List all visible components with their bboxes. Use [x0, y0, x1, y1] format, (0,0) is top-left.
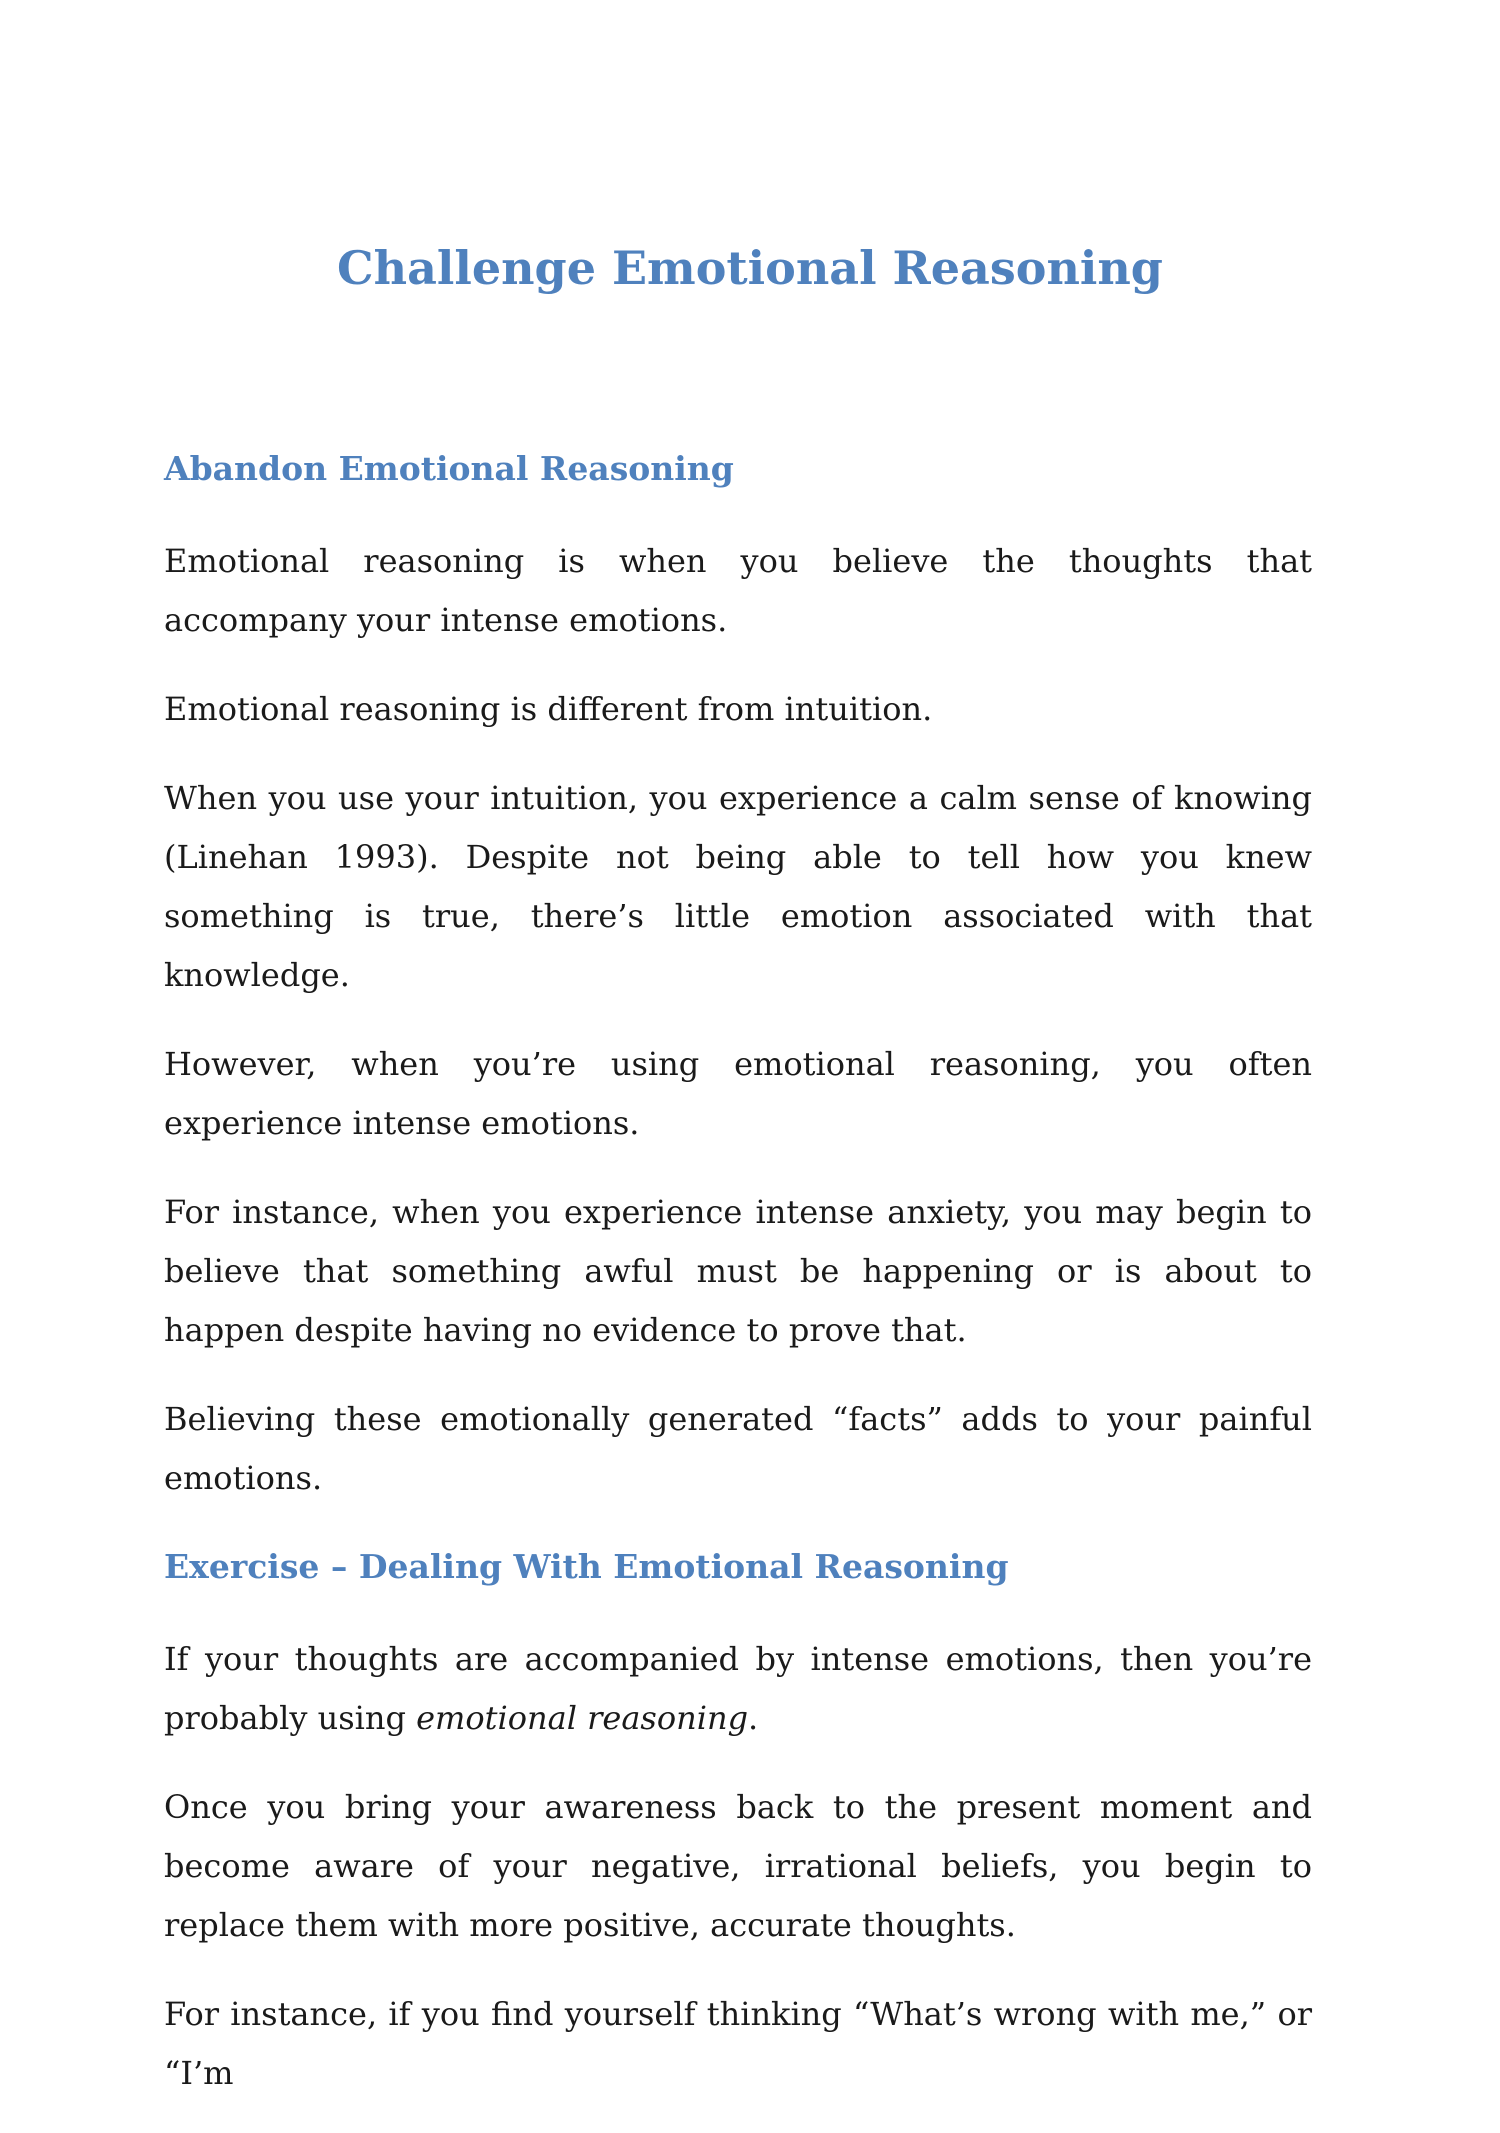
page-title: Challenge Emotional Reasoning [337, 241, 1163, 295]
paragraph: Believing these emotionally generated “facts” adds to your painful emotions. [164, 1400, 1312, 1497]
paragraph: However, when you’re using emotional reasoning, you often experience intense emotions. [164, 1045, 1312, 1142]
section-heading-abandon: Abandon Emotional Reasoning [164, 449, 734, 488]
paragraph-text: If your thoughts are accompanied by intense emotions, then you’re probably using [164, 1640, 1312, 1737]
emphasized-term: emotional reasoning [416, 1699, 749, 1737]
paragraph: For instance, if you find yourself thinking “What’s wrong with me,” or “I’m [164, 1995, 1312, 2092]
paragraph: Emotional reasoning is when you believe the thoughts that accompany your intense emotions. [164, 542, 1312, 639]
paragraph-text: . [748, 1699, 759, 1737]
section-heading-exercise: Exercise – Dealing With Emotional Reasoning [164, 1547, 1009, 1586]
paragraph: Once you bring your awareness back to the present moment and become aware of your negative, irrational beliefs, you begin to replace them with more positive, accurate thoughts. [164, 1788, 1312, 1944]
document-body [164, 440, 1312, 2133]
paragraph: Emotional reasoning is different from intuition. [164, 690, 933, 728]
paragraph: When you use your intuition, you experience a calm sense of knowing (Linehan 1993). Despite not being able to tell how you knew something is true, there’s little emotion associated with that knowledge. [164, 779, 1312, 994]
paragraph [164, 1630, 1312, 1748]
paragraph: For instance, when you experience intense anxiety, you may begin to believe that something awful must be happening or is about to happen despite having no evidence to prove that. [164, 1193, 1312, 1349]
